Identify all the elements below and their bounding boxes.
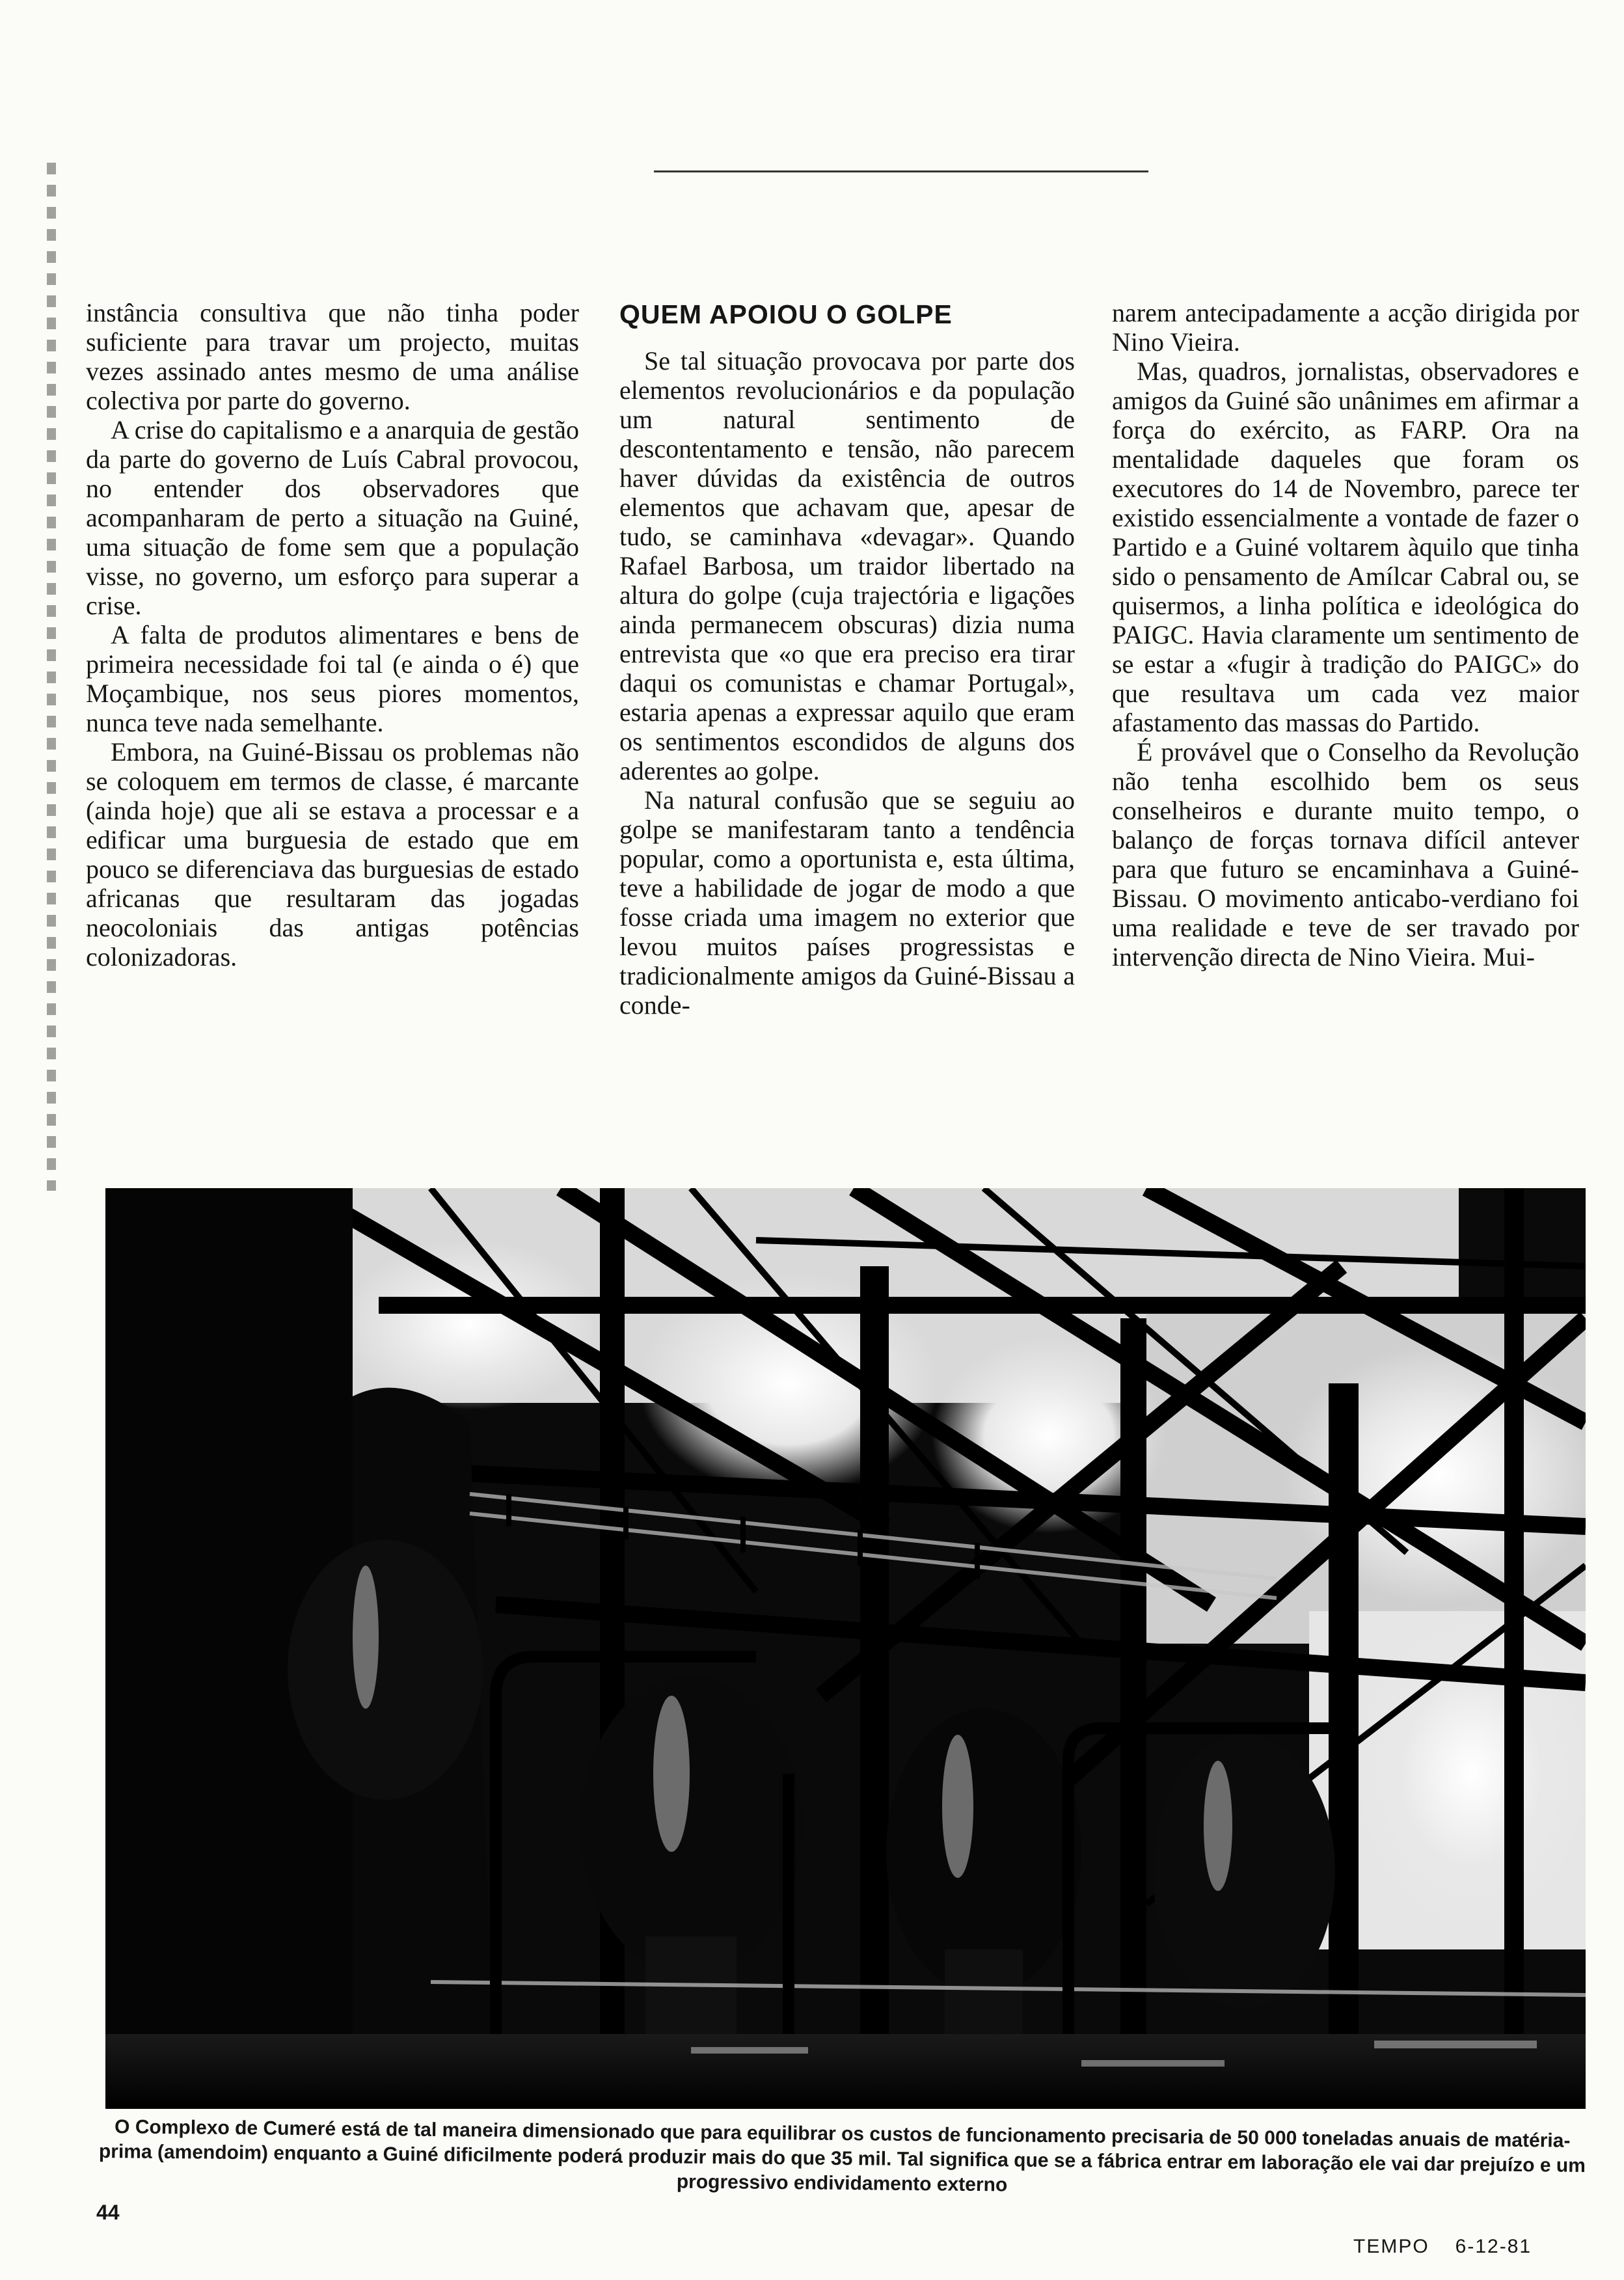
- paragraph: Mas, quadros, jornalistas, observadores e amigos da Guiné são unânimes em afirmar a força do exército, as FARP. Ora na mentalidade daqueles que foram os executores do 14 de Novembro, parece ter existido essencialmente a vontade de fazer o Partido e a Guiné voltarem àquilo que tinha sido o pensamento de Amílcar Cabral ou, se quisermos, a linha política e ideológica do PAIGC. Havia claramente um sentimento de se estar a «fugir à tradição do PAIGC» do que resultava um cada vez maior afastamento das massas do Partido.: [1112, 357, 1579, 737]
- paragraph: É provável que o Conselho da Revolução não tenha escolhido bem os seus conselheiros e durante muito tempo, o balanço de forças tornava difícil antever para que futuro se encaminhava a Guiné-Bissau. O movimento anticabo-verdiano foi uma realidade e teve de ser travado por intervenção directa de Nino Vieira. Mui-: [1112, 737, 1579, 971]
- paragraph: narem antecipadamente a acção dirigida por Nino Vieira.: [1112, 298, 1579, 357]
- paragraph: Se tal situação provocava por parte dos elementos revolucionários e da população um natural sentimento de descontentamento e tensão, não parecem haver dúvidas da existência de outros elementos que achavam que, apesar de tudo, se caminhava «devagar». Quando Rafael Barbosa, um traidor libertado na altura do golpe (cuja trajectória e ligações ainda permanecem obscuras) dizia numa entrevista que «o que era preciso era tirar daqui os comunistas e chamar Portugal», estaria apenas a expressar aquilo que eram os sentimentos escondidos de alguns dos aderentes ao golpe.: [619, 346, 1075, 785]
- publication-name: TEMPO: [1353, 2236, 1429, 2257]
- paragraph: instância consultiva que não tinha poder suficiente para travar um projecto, muitas vezes assinado antes mesmo de uma análise colectiva por parte do governo.: [86, 298, 579, 415]
- section-heading: QUEM APOIOU O GOLPE: [619, 299, 953, 329]
- factory-photo: [105, 1188, 1586, 2109]
- paragraph: Na natural confusão que se seguiu ao golpe se manifestaram tanto a tendência popular, como a oportunista e, esta última, teve a habilidade de jogar de modo a que fosse criada uma imagem no exterior que levou muitos países progressistas e tradicionalmente amigos da Guiné-Bissau a conde-: [619, 785, 1075, 1020]
- publication-footer: [1353, 2236, 1532, 2258]
- top-rule: [654, 170, 1148, 172]
- paragraph: A falta de produtos alimentares e bens de primeira necessidade foi tal (e ainda o é) que Moçambique, nos seus piores momentos, nunca teve nada semelhante.: [86, 620, 579, 737]
- paragraph: A crise do capitalismo e a anarquia de gestão da parte do governo de Luís Cabral provocou, no entender dos observadores que acompanharam de perto a situação na Guiné, uma situação de fome sem que a população visse, no governo, um esforço para superar a crise.: [86, 415, 579, 620]
- issue-date: 6-12-81: [1455, 2236, 1532, 2257]
- photo-caption: O Complexo de Cumeré está de tal maneira dimensionado que para equilibrar os custos de funcionamento precisaria de 50 000 toneladas anuais de matéria-prima (amendoim) enquanto a Guiné dificilmente poderá produzir mais do que 35 mil. Tal significa que se a fábrica entrar em laboração ele vai dar prejuízo e um progressivo endividamento externo: [98, 2116, 1586, 2196]
- article-column-2: [619, 298, 1075, 1020]
- paragraph: Embora, na Guiné-Bissau os problemas não se coloquem em termos de classe, é marcante (ainda hoje) que ali se estava a processar e a edificar uma burguesia de estado que em pouco se diferenciava das burguesias de estado africanas que resultaram das jogadas neocoloniais das antigas potências colonizadoras.: [86, 737, 579, 971]
- article-column-1: [86, 298, 579, 971]
- page-number: 44: [96, 2201, 120, 2224]
- factory-photo-illustration: [105, 1188, 1586, 2109]
- article-column-3: [1112, 298, 1579, 971]
- scan-edge-marks: [47, 163, 56, 1191]
